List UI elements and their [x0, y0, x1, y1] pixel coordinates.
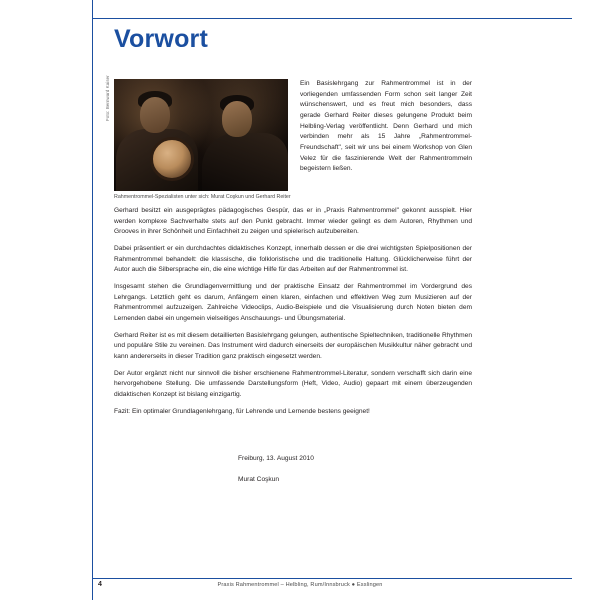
photo-person-right-head — [222, 101, 252, 137]
left-vertical-rule — [92, 0, 93, 600]
footer-rule — [92, 578, 572, 579]
body-paragraph-3: Insgesamt stehen die Grundlagenvermittlung und der praktische Einsatz der Rahmentrommel im Vordergrund des Lehrgangs. Letztlich geht es darum, Anfängern einen klaren, einfachen und effektiven Weg zum Musizieren auf der Rahmentrommel aufzuzeigen. Zahlreiche Videoclips, Audio-Beispiele und die Visualisierung durch Noten bieten dem Lernenden dabei ein ungemein vielseitiges Anschauungs- und Übungsmaterial. — [114, 283, 472, 323]
frame-drum-icon — [150, 137, 194, 181]
intro-paragraph: Ein Basislehrgang zur Rahmentrommel ist in der vorliegenden umfassenden Form schon seit langer Zeit wünschenswert, und es freut mich besonders, dass gerade Gerhard Reiter dieses gelungene Produkt beim Helbling-Verlag veröffentlicht. Denn Gerhard und mich verbinden mehr als 15 Jahre „Rahmentrommel-Freundschaft", seit wir uns bei einem Workshop von Glen Velez für die faszinierende Welt der Rahmentrommeln begeistern ließen. — [300, 80, 472, 173]
photo-credit: Foto: Bernward Kaiser — [105, 75, 110, 121]
body-paragraph-1: Gerhard besitzt ein ausgeprägtes pädagogisches Gespür, das er in „Praxis Rahmentrommel" gekonnt ausspielt. Hier werden komplexe Sachverhalte stets auf den Punkt gebracht. Immer wieder gelingt es dem Autoren, Rhythmen und Grooves in ihrer Schönheit und Einfachheit zu zeigen und spielerisch aufzubereiten. — [114, 207, 472, 236]
signoff-date: Freiburg, 13. August 2010 — [238, 455, 314, 462]
photo-person-left-head — [140, 97, 170, 133]
photo-image — [114, 79, 288, 191]
photo-person-right-body — [202, 133, 288, 191]
signoff-name: Murat Coşkun — [238, 476, 280, 483]
body-paragraph-6: Fazit: Ein optimaler Grundlagenlehrgang, für Lehrende und Lernende bestens geeignet! — [114, 407, 370, 415]
photo-figure — [105, 75, 288, 191]
body-column — [114, 206, 472, 417]
photo-caption: Rahmentrommel-Spezialisten unter sich: Murat Coşkun und Gerhard Reiter — [114, 194, 291, 200]
intro-column — [300, 79, 472, 175]
body-paragraph-5: Der Autor ergänzt nicht nur sinnvoll die bisher erschienene Rahmentrommel-Literatur, sondern verschafft sich darin eine hervorgehobene Stellung. Die umfassende Darstellungsform (Heft, Video, Audio) gepaart mit einem überzeugenden didaktischen Konzept ist bislang einzigartig. — [114, 369, 472, 399]
page-title: Vorwort — [114, 25, 208, 53]
footer-page-number: 4 — [98, 581, 102, 588]
body-paragraph-4: Gerhard Reiter ist es mit diesem detaillierten Basislehrgang gelungen, authentische Spieltechniken, traditionelle Rhythmen und populäre Stile zu vereinen. Das Instrument wird dadurch einerseits der europäischen Musikkultur näher gebracht und kann andererseits in dieser Tradition ganz praktisch eingesetzt werden. — [114, 331, 472, 361]
body-paragraph-2: Dabei präsentiert er ein durchdachtes didaktisches Konzept, innerhalb dessen er die drei wichtigsten Spielpositionen der Rahmentrommel behandelt: die klassische, die folkloristische und die traditionelle Haltung. Glücklicherweise führt der Autor auch die Silbersprache ein, die eine wichtige Hilfe für das Arbeiten auf der Rahmentrommel ist. — [114, 245, 472, 274]
footer-text: Praxis Rahmentrommel – Helbling, Rum/Innsbruck ● Esslingen — [217, 582, 383, 588]
top-horizontal-rule — [92, 18, 572, 19]
